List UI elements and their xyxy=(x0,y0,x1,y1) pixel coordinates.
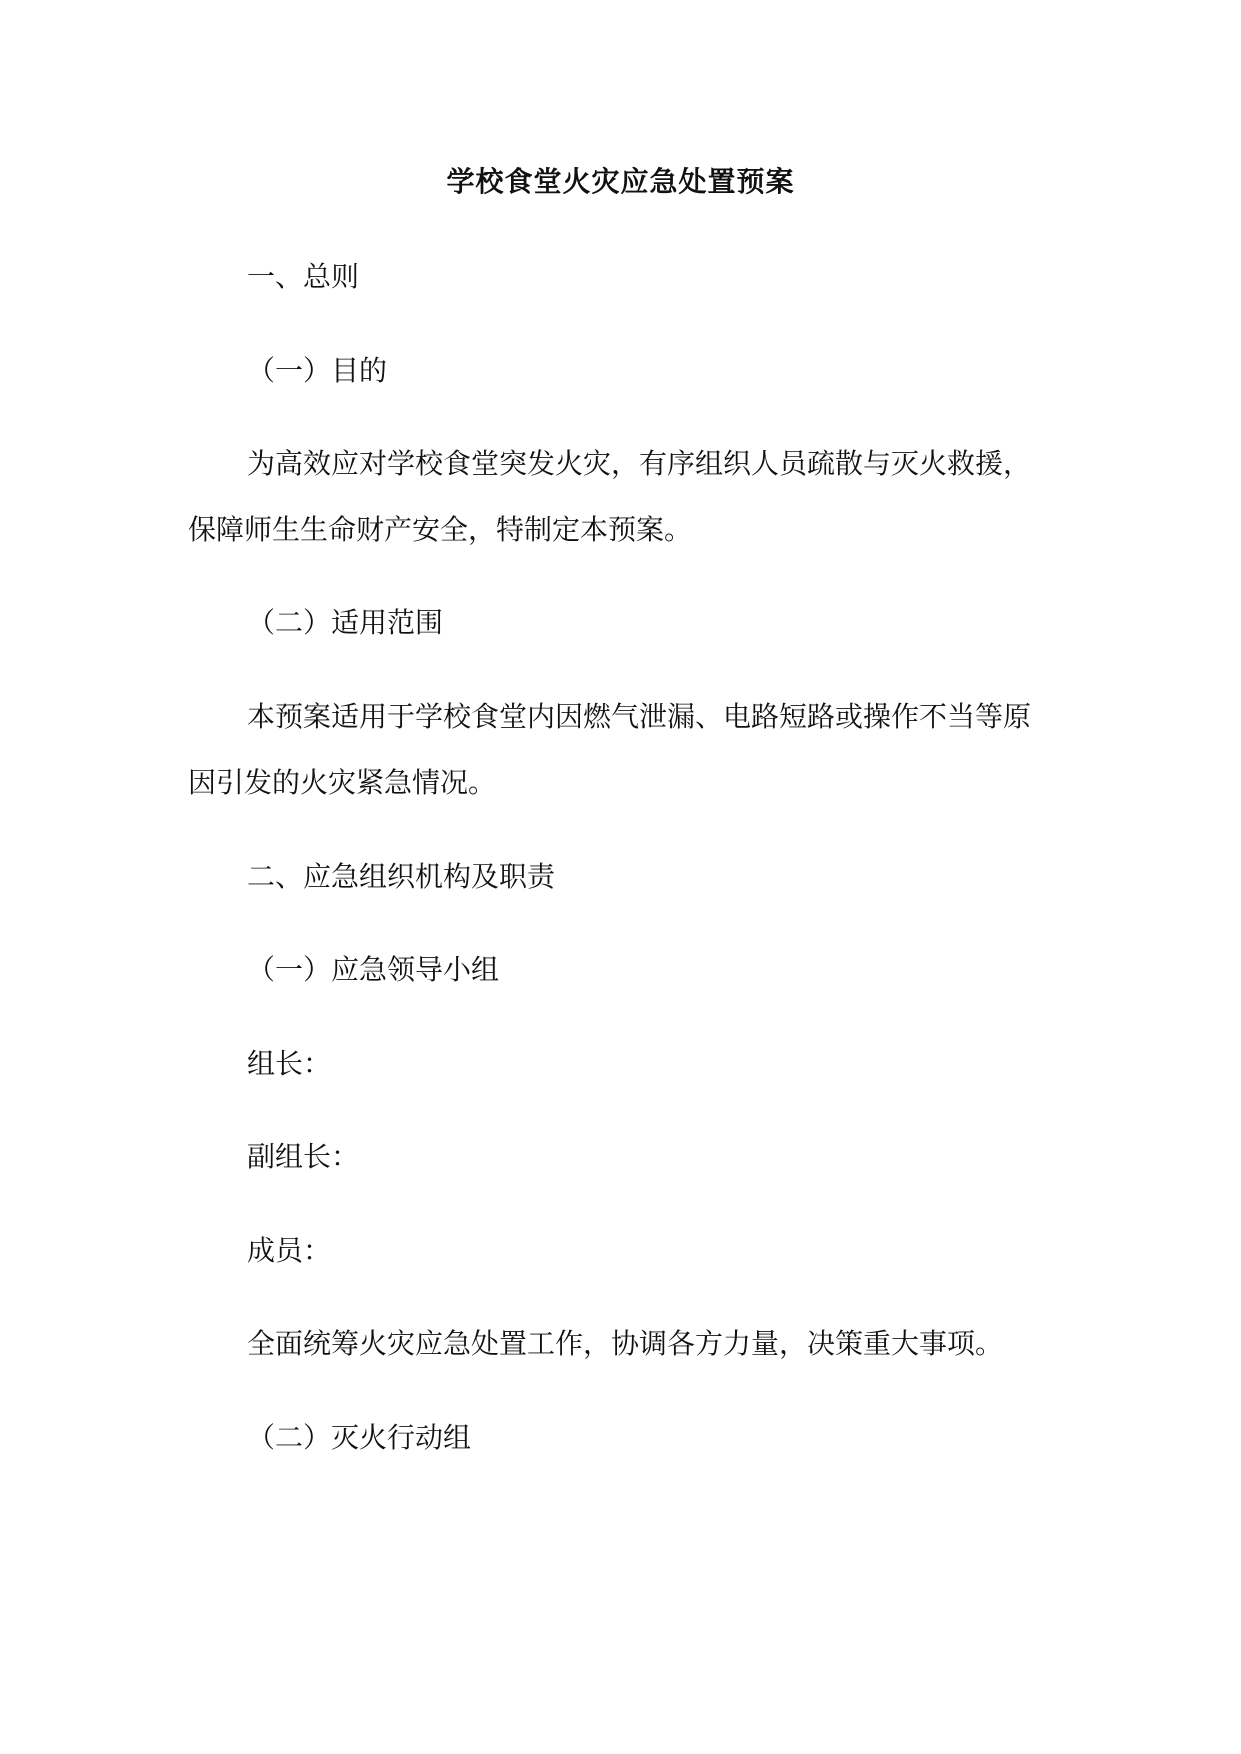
paragraph-purpose-line-1: 为高效应对学校食堂突发火灾，有序组织人员疏散与灭火救援， xyxy=(247,447,1032,480)
field-leader: 组长： xyxy=(247,1047,332,1080)
section-heading-general: 一、总则 xyxy=(247,260,360,293)
paragraph-purpose-line-2: 保障师生生命财产安全，特制定本预案。 xyxy=(188,513,693,546)
paragraph-scope-line-2: 因引发的火灾紧急情况。 xyxy=(188,766,497,799)
field-members: 成员： xyxy=(247,1234,332,1267)
subsection-heading-scope: （二）适用范围 xyxy=(247,606,444,639)
document-title: 学校食堂火灾应急处置预案 xyxy=(446,165,795,198)
subsection-heading-purpose: （一）目的 xyxy=(247,354,388,387)
paragraph-leadership-duty: 全面统筹火灾应急处置工作，协调各方力量，决策重大事项。 xyxy=(247,1327,1004,1360)
section-heading-organization: 二、应急组织机构及职责 xyxy=(247,860,556,893)
subsection-heading-leadership: （一）应急领导小组 xyxy=(247,953,500,986)
subsection-heading-firefighting: （二）灭火行动组 xyxy=(247,1421,472,1454)
paragraph-scope-line-1: 本预案适用于学校食堂内因燃气泄漏、电路短路或操作不当等原 xyxy=(247,700,1032,733)
field-deputy-leader: 副组长： xyxy=(247,1140,360,1173)
